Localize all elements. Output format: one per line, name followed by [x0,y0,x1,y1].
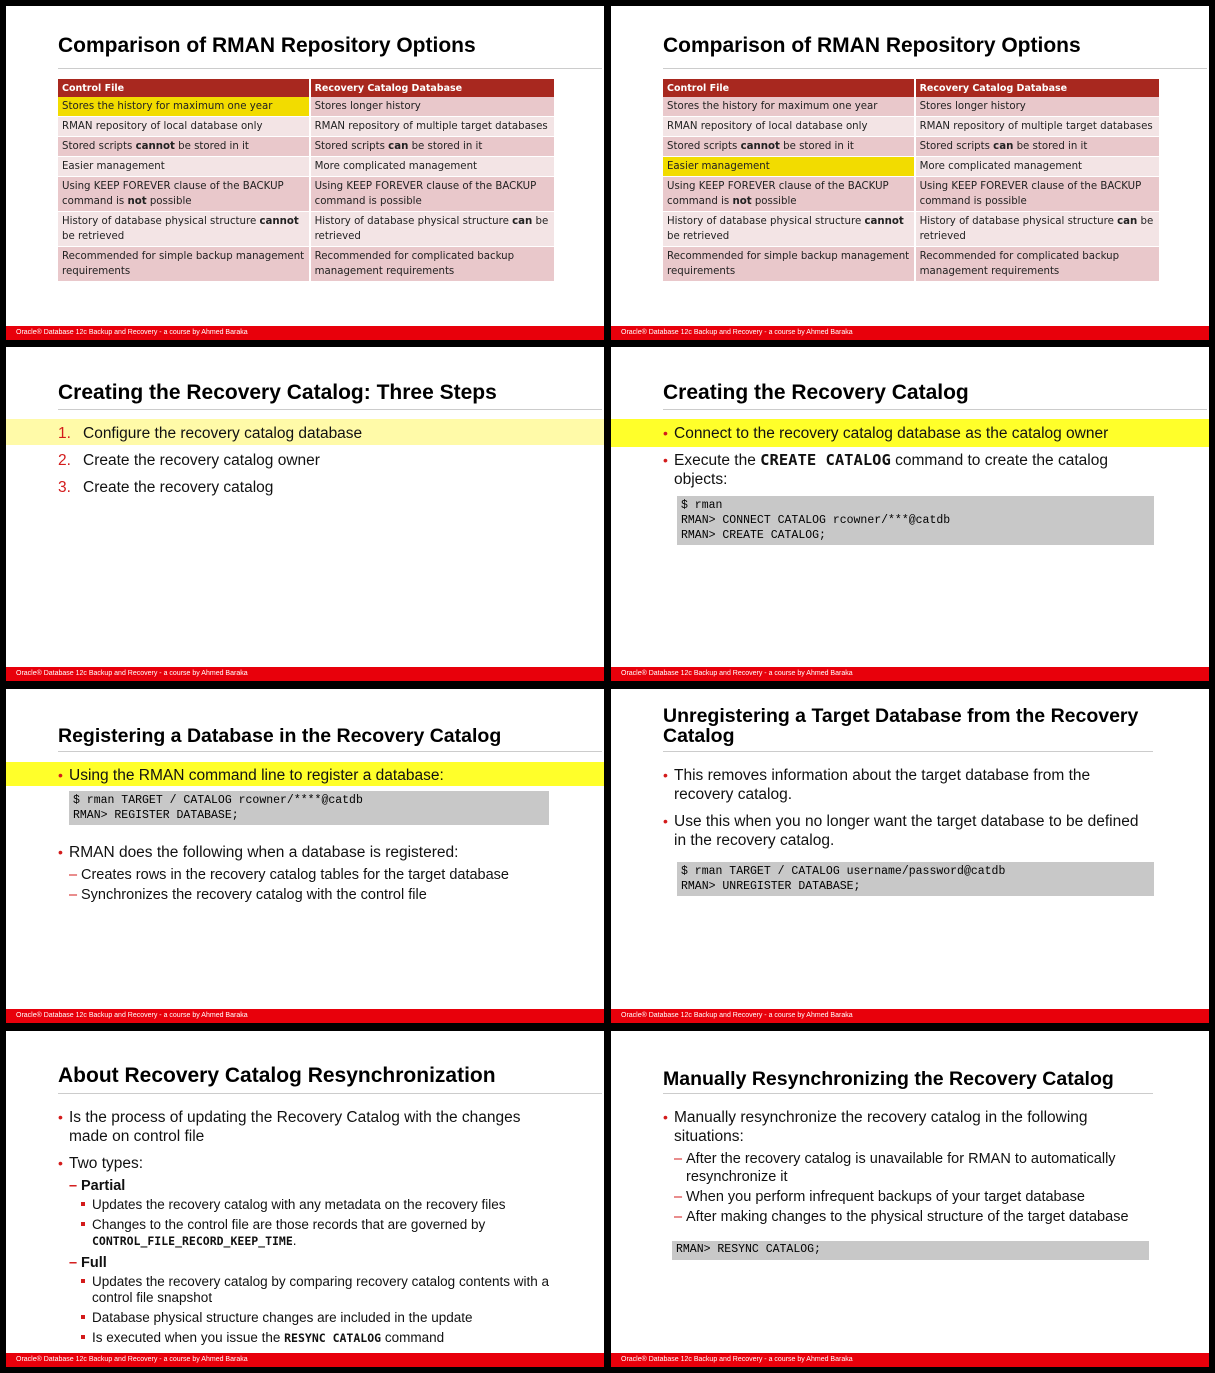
slide-title: About Recovery Catalog Resynchronization [58,1064,496,1087]
step-number: 3. [58,479,71,496]
sub-item: – Synchronizes the recovery catalog with the control file [69,887,427,903]
table-cell: Stored scripts can be stored in it [310,137,554,157]
sub-text: After making changes to the physical structure of the target database [686,1209,1129,1225]
bullet-text: RMAN does the following when a database is registered: [69,844,459,861]
slide-8 [611,1031,1209,1367]
title-divider [58,1093,602,1094]
step-text: Create the recovery catalog [83,479,274,496]
slide-footer: Oracle® Database 12c Backup and Recovery - a course by Ahmed Baraka [611,1353,1209,1367]
slide-title: Comparison of RMAN Repository Options [58,34,476,57]
code-block: $ rman TARGET / CATALOG rcowner/****@catdb RMAN> REGISTER DATABASE; [69,791,549,825]
slide-7 [6,1031,604,1367]
slide-6 [611,689,1209,1023]
title-divider [663,409,1207,410]
sub-sub-item [58,1217,558,1249]
column-header: Control File [58,79,310,97]
table-cell: Stores longer history [915,97,1159,117]
title-divider [663,68,1207,69]
slide-1 [6,6,604,340]
table-cell: RMAN repository of local database only [663,117,915,137]
title-divider [58,68,602,69]
table-row [58,137,554,157]
sub-text: Full [81,1255,107,1271]
inline-code: RESYNC CATALOG [284,1331,382,1345]
table-cell: Using KEEP FOREVER clause of the BACKUP command is possible [915,177,1159,212]
bullet-list [663,1108,1153,1232]
sub-item: – Partial [69,1178,126,1194]
slide-footer: Oracle® Database 12c Backup and Recovery - a course by Ahmed Baraka [6,1009,604,1023]
list-item: • This removes information about the target database from the recovery catalog. [663,767,1091,803]
table-row [663,247,1159,282]
table-row [58,247,554,282]
title-divider [58,409,602,410]
sub-sub-text: Changes to the control file are those records that are governed by [92,1217,486,1232]
code-block: RMAN> RESYNC CATALOG; [672,1241,1149,1260]
bullet-text: Using the RMAN command line to register a database: [69,767,444,784]
bullet-list [663,766,1143,858]
table-row [58,212,554,247]
slide-title: Unregistering a Target Database from the Recovery Catalog [663,705,1139,747]
bullet-list [58,1108,558,1350]
list-item: • Execute the CREATE CATALOG command to create the catalog objects: [663,451,1108,488]
list-item [58,478,362,497]
table-row [663,157,1159,177]
inline-code: CONTROL_FILE_RECORD_KEEP_TIME [92,1234,293,1248]
sub-sub-text: Database physical structure changes are included in the update [92,1310,473,1325]
table-row [663,137,1159,157]
list-item: • Manually resynchronize the recovery catalog in the following situations: [663,1109,1088,1145]
title-divider [663,1093,1153,1094]
code-block: $ rman TARGET / CATALOG username/password@catdb RMAN> UNREGISTER DATABASE; [677,862,1154,896]
column-header: Recovery Catalog Database [915,79,1159,97]
table-row [58,177,554,212]
slide-footer: Oracle® Database 12c Backup and Recovery - a course by Ahmed Baraka [6,1353,604,1367]
table-cell: Stores longer history [310,97,554,117]
sub-text: Synchronizes the recovery catalog with the control file [81,887,427,903]
table-cell: Stored scripts cannot be stored in it [663,137,915,157]
bullet-text: Manually resynchronize the recovery catalog in the following situations: [674,1109,1088,1145]
slide-5 [6,689,604,1023]
table-cell: History of database physical structure cannot be retrieved [58,212,310,247]
column-header: Recovery Catalog Database [310,79,554,97]
slide-footer: Oracle® Database 12c Backup and Recovery - a course by Ahmed Baraka [611,326,1209,340]
sub-text: After the recovery catalog is unavailable for RMAN to automatically resynchronize it [686,1151,1116,1185]
table-cell: More complicated management [915,157,1159,177]
step-text: Create the recovery catalog owner [83,452,320,469]
sub-sub-item [58,1310,558,1326]
slide-4 [611,347,1209,681]
bullet-text: Use this when you no longer want the target database to be defined in the recovery catalog. [674,813,1139,849]
table-cell: RMAN repository of local database only [58,117,310,137]
list-item: • Two types: [58,1155,144,1172]
table-cell: History of database physical structure cannot be retrieved [663,212,915,247]
table-cell: Recommended for complicated backup management requirements [915,247,1159,282]
slide-3 [6,347,604,681]
slide-footer: Oracle® Database 12c Backup and Recovery - a course by Ahmed Baraka [611,1009,1209,1023]
list-item: • Is the process of updating the Recovery Catalog with the changes made on control file [58,1109,521,1145]
list-item [58,451,362,470]
slide-title: Comparison of RMAN Repository Options [663,34,1081,57]
table-cell: More complicated management [310,157,554,177]
column-header: Control File [663,79,915,97]
sub-item: – Creates rows in the recovery catalog tables for the target database [69,867,509,883]
step-text: Configure the recovery catalog database [83,425,363,442]
table-cell: Using KEEP FOREVER clause of the BACKUP command is not possible [663,177,915,212]
sub-sub-text: Updates the recovery catalog with any metadata on the recovery files [92,1197,506,1212]
sub-item: – Full [69,1255,107,1271]
table-cell: Easier management [58,157,310,177]
sub-sub-item [58,1274,558,1306]
bullet-text: command to create the catalog objects: [674,452,1108,488]
table-cell: Recommended for simple backup management requirements [663,247,915,282]
table-row [663,117,1159,137]
title-divider [663,751,1153,752]
step-number: 2. [58,452,71,469]
step-number: 1. [58,425,71,442]
list-item: • Use this when you no longer want the target database to be defined in the recovery catalog. [663,813,1139,849]
inline-code: CREATE CATALOG [760,451,891,469]
comparison-table [663,79,1159,282]
table-cell: Using KEEP FOREVER clause of the BACKUP command is possible [310,177,554,212]
sub-sub-item [58,1197,558,1213]
code-block: $ rman RMAN> CONNECT CATALOG rcowner/***@catdb RMAN> CREATE CATALOG; [677,496,1154,545]
sub-sub-text: Updates the recovery catalog by comparing recovery catalog contents with a control file snapshot [92,1274,549,1305]
sub-item: – After the recovery catalog is unavailable for RMAN to automatically resynchronize it [674,1151,1116,1185]
sub-sub-text: command [381,1330,445,1345]
sub-text: Partial [81,1178,126,1194]
comparison-table [58,79,554,282]
bullet-text: Execute the [674,452,761,469]
table-row [663,177,1159,212]
table-cell: History of database physical structure can be retrieved [310,212,554,247]
table-cell: Using KEEP FOREVER clause of the BACKUP command is not possible [58,177,310,212]
table-cell: History of database physical structure can be retrieved [915,212,1159,247]
title-divider [58,751,602,752]
sub-sub-item [58,1330,558,1346]
table-cell: Stores the history for maximum one year [663,97,915,117]
sub-text: When you perform infrequent backups of your target database [686,1189,1085,1205]
slide-2 [611,6,1209,340]
table-header-row [58,79,554,97]
table-row [58,157,554,177]
table-row [663,212,1159,247]
sub-sub-text: . [292,1233,297,1248]
slide-footer: Oracle® Database 12c Backup and Recovery - a course by Ahmed Baraka [6,667,604,681]
list-item [58,424,362,443]
table-cell-highlighted: Stores the history for maximum one year [58,97,310,117]
table-row [58,97,554,117]
steps-list [58,424,362,505]
table-cell: RMAN repository of multiple target databases [915,117,1159,137]
table-cell: Stored scripts cannot be stored in it [58,137,310,157]
sub-item: – After making changes to the physical structure of the target database [674,1209,1129,1225]
bullet-list [58,766,578,793]
slide-title: Creating the Recovery Catalog [663,381,969,404]
list-item: • RMAN does the following when a database is registered: [58,844,459,861]
sub-text: Creates rows in the recovery catalog tables for the target database [81,867,509,883]
bullet-text: Is the process of updating the Recovery Catalog with the changes made on control file [69,1109,521,1145]
list-item: • Connect to the recovery catalog database as the catalog owner [663,425,1109,442]
bullet-list [663,424,1153,497]
table-cell: Recommended for complicated backup management requirements [310,247,554,282]
table-header-row [663,79,1159,97]
slide-title: Registering a Database in the Recovery Catalog [58,725,502,747]
list-item: • Using the RMAN command line to register a database: [58,767,444,784]
slide-footer: Oracle® Database 12c Backup and Recovery - a course by Ahmed Baraka [6,326,604,340]
bullet-list [58,843,578,910]
table-cell-highlighted: Easier management [663,157,915,177]
sub-item: – When you perform infrequent backups of your target database [674,1189,1085,1205]
table-row [58,117,554,137]
bullet-text: This removes information about the target database from the recovery catalog. [674,767,1091,803]
table-cell: Stored scripts can be stored in it [915,137,1159,157]
sub-sub-text: Is executed when you issue the [92,1330,285,1345]
bullet-text: Connect to the recovery catalog database as the catalog owner [674,425,1109,442]
table-cell: Recommended for simple backup management requirements [58,247,310,282]
table-cell: RMAN repository of multiple target databases [310,117,554,137]
table-row [663,97,1159,117]
slide-title: Creating the Recovery Catalog: Three Steps [58,381,497,404]
slide-title: Manually Resynchronizing the Recovery Catalog [663,1068,1114,1090]
bullet-text: Two types: [69,1155,144,1172]
slide-footer: Oracle® Database 12c Backup and Recovery - a course by Ahmed Baraka [611,667,1209,681]
